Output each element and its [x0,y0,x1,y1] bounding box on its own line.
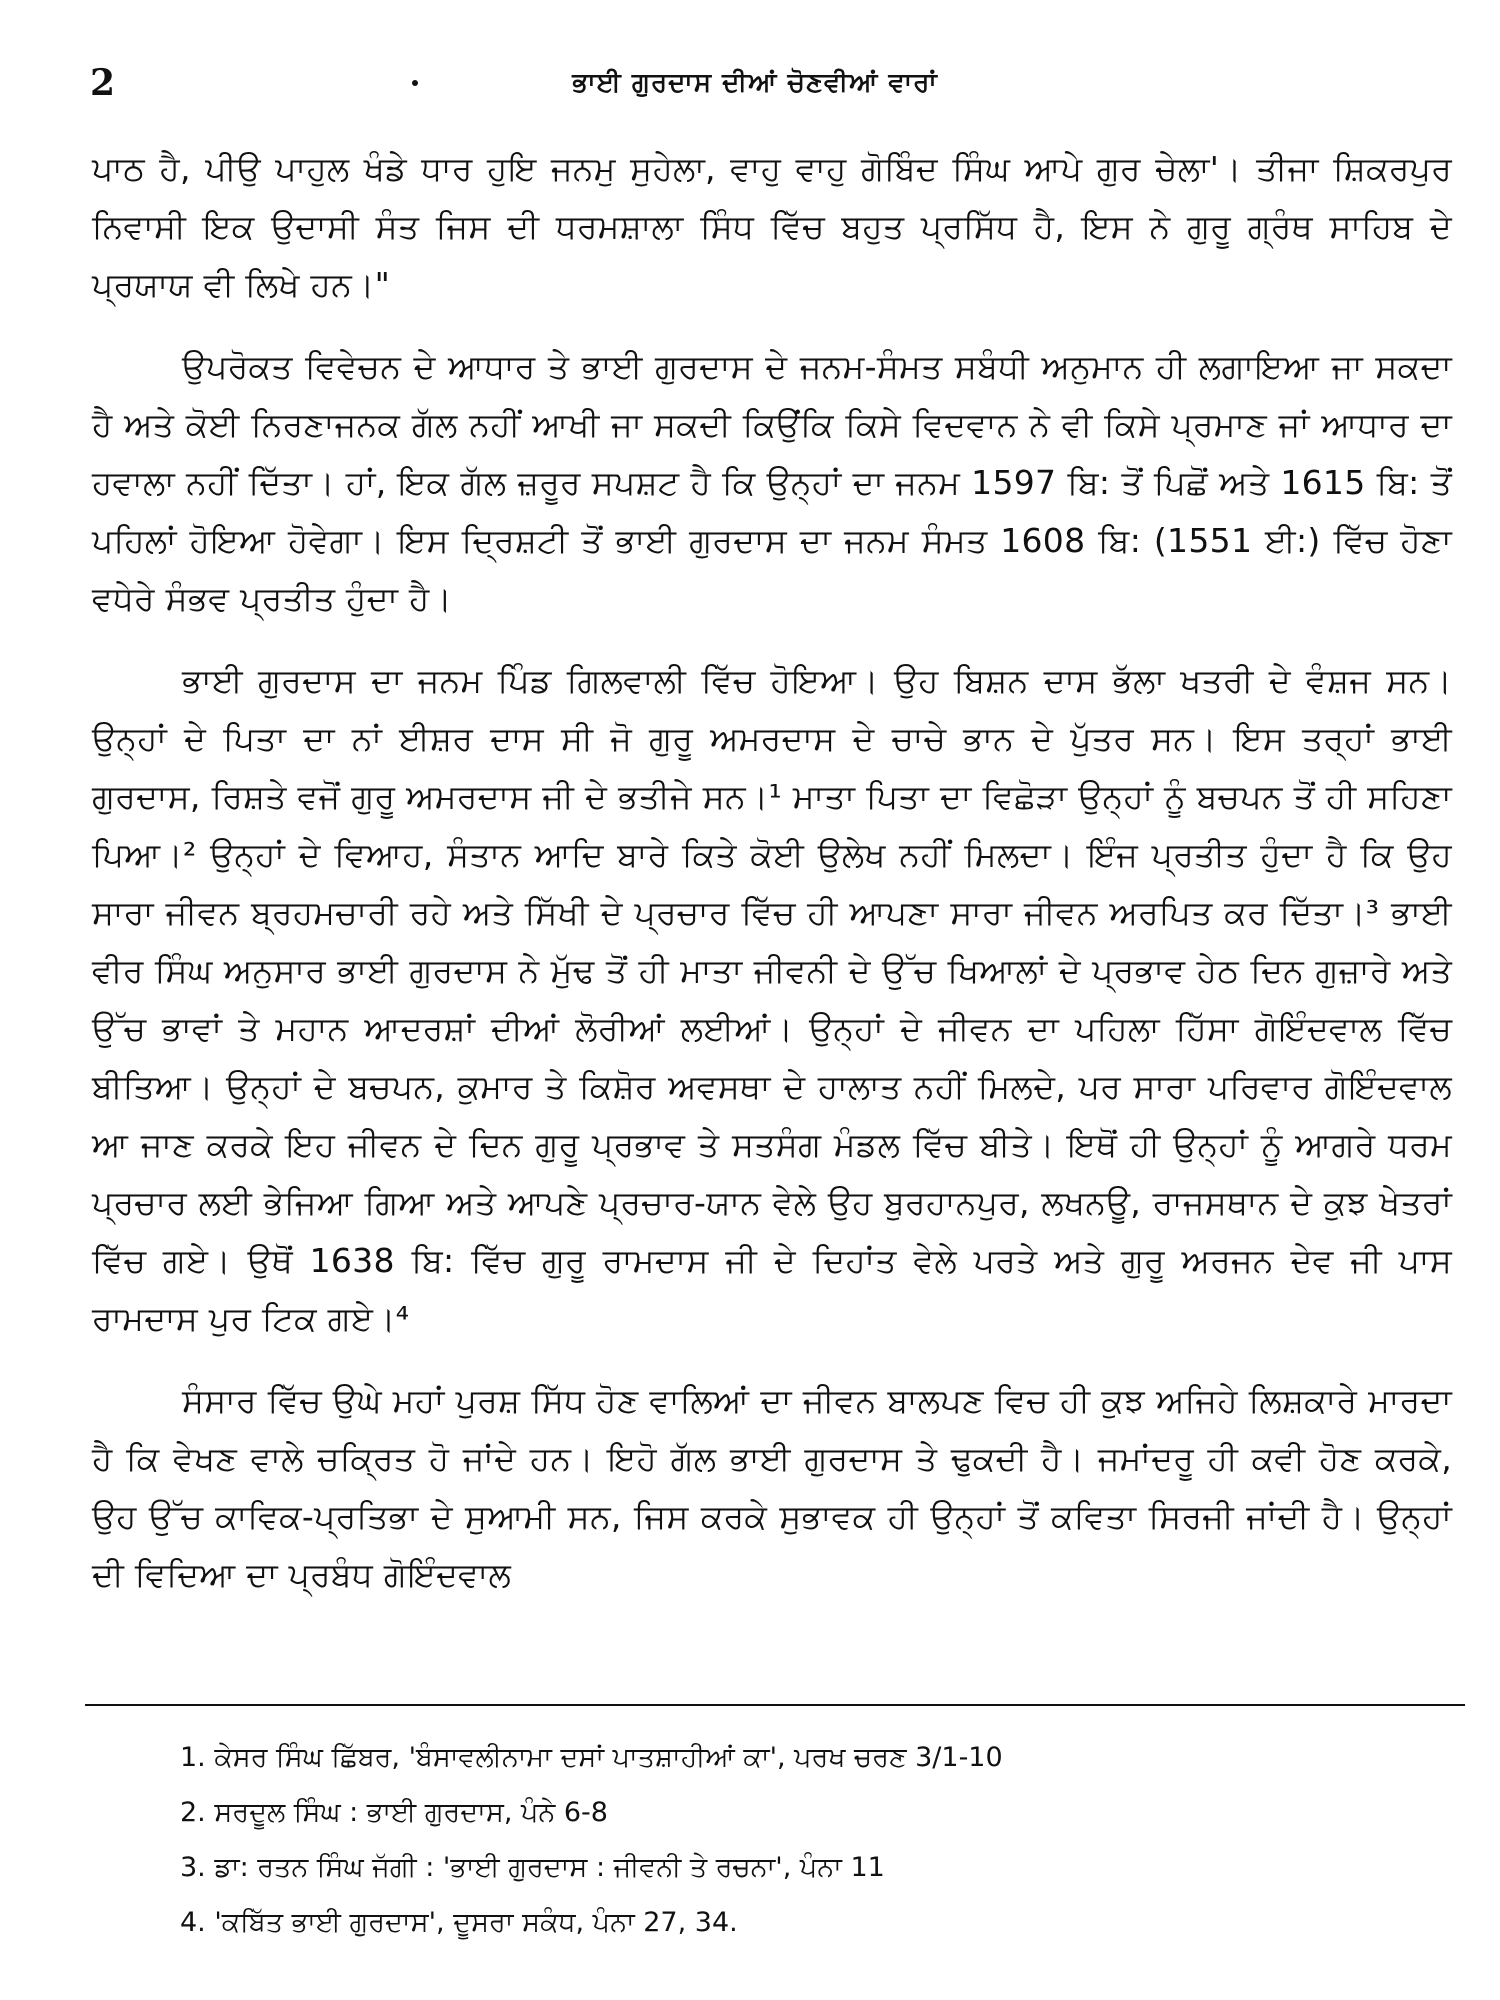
footnotes [180,1730,1440,1950]
body-text [92,140,1452,1604]
paragraph: ਉਪਰੋਕਤ ਵਿਵੇਚਨ ਦੇ ਆਧਾਰ ਤੇ ਭਾਈ ਗੁਰਦਾਸ ਦੇ ਜਨਮ-ਸੰਮਤ ਸਬੰਧੀ ਅਨੁਮਾਨ ਹੀ ਲਗਾਇਆ ਜਾ ਸਕਦਾ ਹੈ ਅਤੇ ਕੋਈ ਨਿਰਣਾਜਨਕ ਗੱਲ ਨਹੀਂ ਆਖੀ ਜਾ ਸਕਦੀ ਕਿਉਂਕਿ ਕਿਸੇ ਵਿਦਵਾਨ ਨੇ ਵੀ ਕਿਸੇ ਪ੍ਰਮਾਣ ਜਾਂ ਆਧਾਰ ਦਾ ਹਵਾਲਾ ਨਹੀਂ ਦਿੱਤਾ। ਹਾਂ, ਇਕ ਗੱਲ ਜ਼ਰੂਰ ਸਪਸ਼ਟ ਹੈ ਕਿ ਉਨ੍ਹਾਂ ਦਾ ਜਨਮ 1597 ਬਿ: ਤੋਂ ਪਿਛੋਂ ਅਤੇ 1615 ਬਿ: ਤੋਂ ਪਹਿਲਾਂ ਹੋਇਆ ਹੋਵੇਗਾ। ਇਸ ਦ੍ਰਿਸ਼ਟੀ ਤੋਂ ਭਾਈ ਗੁਰਦਾਸ ਦਾ ਜਨਮ ਸੰਮਤ 1608 ਬਿ: (1551 ਈ:) ਵਿੱਚ ਹੋਣਾ ਵਧੇਰੇ ਸੰਭਵ ਪ੍ਰਤੀਤ ਹੁੰਦਾ ਹੈ। [92,347,1452,618]
footnote: 2. ਸਰਦੂਲ ਸਿੰਘ : ਭਾਈ ਗੁਰਦਾਸ, ਪੰਨੇ 6-8 [180,1797,608,1828]
paragraph: ਭਾਈ ਗੁਰਦਾਸ ਦਾ ਜਨਮ ਪਿੰਡ ਗਿਲਵਾਲੀ ਵਿੱਚ ਹੋਇਆ। ਉਹ ਬਿਸ਼ਨ ਦਾਸ ਭੱਲਾ ਖਤਰੀ ਦੇ ਵੰਸ਼ਜ ਸਨ। ਉਨ੍ਹਾਂ ਦੇ ਪਿਤਾ ਦਾ ਨਾਂ ਈਸ਼ਰ ਦਾਸ ਸੀ ਜੋ ਗੁਰੂ ਅਮਰਦਾਸ ਦੇ ਚਾਚੇ ਭਾਨ ਦੇ ਪੁੱਤਰ ਸਨ। ਇਸ ਤਰ੍ਹਾਂ ਭਾਈ ਗੁਰਦਾਸ, ਰਿਸ਼ਤੇ ਵਜੋਂ ਗੁਰੂ ਅਮਰਦਾਸ ਜੀ ਦੇ ਭਤੀਜੇ ਸਨ।¹ ਮਾਤਾ ਪਿਤਾ ਦਾ ਵਿਛੋੜਾ ਉਨ੍ਹਾਂ ਨੂੰ ਬਚਪਨ ਤੋਂ ਹੀ ਸਹਿਣਾ ਪਿਆ।² ਉਨ੍ਹਾਂ ਦੇ ਵਿਆਹ, ਸੰਤਾਨ ਆਦਿ ਬਾਰੇ ਕਿਤੇ ਕੋਈ ਉਲੇਖ ਨਹੀਂ ਮਿਲਦਾ। ਇੰਜ ਪ੍ਰਤੀਤ ਹੁੰਦਾ ਹੈ ਕਿ ਉਹ ਸਾਰਾ ਜੀਵਨ ਬ੍ਰਹਮਚਾਰੀ ਰਹੇ ਅਤੇ ਸਿੱਖੀ ਦੇ ਪ੍ਰਚਾਰ ਵਿੱਚ ਹੀ ਆਪਣਾ ਸਾਰਾ ਜੀਵਨ ਅਰਪਿਤ ਕਰ ਦਿੱਤਾ।³ ਭਾਈ ਵੀਰ ਸਿੰਘ ਅਨੁਸਾਰ ਭਾਈ ਗੁਰਦਾਸ ਨੇ ਮੁੱਢ ਤੋਂ ਹੀ ਮਾਤਾ ਜੀਵਨੀ ਦੇ ਉੱਚ ਖਿਆਲਾਂ ਦੇ ਪ੍ਰਭਾਵ ਹੇਠ ਦਿਨ ਗੁਜ਼ਾਰੇ ਅਤੇ ਉੱਚ ਭਾਵਾਂ ਤੇ ਮਹਾਨ ਆਦਰਸ਼ਾਂ ਦੀਆਂ ਲੋਰੀਆਂ ਲਈਆਂ। ਉਨ੍ਹਾਂ ਦੇ ਜੀਵਨ ਦਾ ਪਹਿਲਾ ਹਿੱਸਾ ਗੋਇੰਦਵਾਲ ਵਿੱਚ ਬੀਤਿਆ। ਉਨ੍ਹਾਂ ਦੇ ਬਚਪਨ, ਕੁਮਾਰ ਤੇ ਕਿਸ਼ੋਰ ਅਵਸਥਾ ਦੇ ਹਾਲਾਤ ਨਹੀਂ ਮਿਲਦੇ, ਪਰ ਸਾਰਾ ਪਰਿਵਾਰ ਗੋਇੰਦਵਾਲ ਆ ਜਾਣ ਕਰਕੇ ਇਹ ਜੀਵਨ ਦੇ ਦਿਨ ਗੁਰੂ ਪ੍ਰਭਾਵ ਤੇ ਸਤਸੰਗ ਮੰਡਲ ਵਿੱਚ ਬੀਤੇ। ਇਥੋਂ ਹੀ ਉਨ੍ਹਾਂ ਨੂੰ ਆਗਰੇ ਧਰਮ ਪ੍ਰਚਾਰ ਲਈ ਭੇਜਿਆ ਗਿਆ ਅਤੇ ਆਪਣੇ ਪ੍ਰਚਾਰ-ਯਾਨ ਵੇਲੇ ਉਹ ਬੁਰਹਾਨਪੁਰ, ਲਖਨਊ, ਰਾਜਸਥਾਨ ਦੇ ਕੁਝ ਖੇਤਰਾਂ ਵਿੱਚ ਗਏ। ਉਥੋਂ 1638 ਬਿ: ਵਿੱਚ ਗੁਰੂ ਰਾਮਦਾਸ ਜੀ ਦੇ ਦਿਹਾਂਤ ਵੇਲੇ ਪਰਤੇ ਅਤੇ ਗੁਰੂ ਅਰਜਨ ਦੇਵ ਜੀ ਪਾਸ ਰਾਮਦਾਸ ਪੁਰ ਟਿਕ ਗਏ।⁴ [92,661,1452,1338]
footnote-divider [85,1704,1465,1706]
paragraph: ਸੰਸਾਰ ਵਿੱਚ ਉਘੇ ਮਹਾਂ ਪੁਰਸ਼ ਸਿੱਧ ਹੋਣ ਵਾਲਿਆਂ ਦਾ ਜੀਵਨ ਬਾਲਪਣ ਵਿਚ ਹੀ ਕੁਝ ਅਜਿਹੇ ਲਿਸ਼ਕਾਰੇ ਮਾਰਦਾ ਹੈ ਕਿ ਵੇਖਣ ਵਾਲੇ ਚਕ੍ਰਿਤ ਹੋ ਜਾਂਦੇ ਹਨ। ਇਹੋ ਗੱਲ ਭਾਈ ਗੁਰਦਾਸ ਤੇ ਢੁਕਦੀ ਹੈ। ਜਮਾਂਦਰੂ ਹੀ ਕਵੀ ਹੋਣ ਕਰਕੇ, ਉਹ ਉੱਚ ਕਾਵਿਕ-ਪ੍ਰਤਿਭਾ ਦੇ ਸੁਆਮੀ ਸਨ, ਜਿਸ ਕਰਕੇ ਸੁਭਾਵਕ ਹੀ ਉਨ੍ਹਾਂ ਤੋਂ ਕਵਿਤਾ ਸਿਰਜੀ ਜਾਂਦੀ ਹੈ। ਉਨ੍ਹਾਂ ਦੀ ਵਿਦਿਆ ਦਾ ਪ੍ਰਬੰਧ ਗੋਇੰਦਵਾਲ [92,1381,1452,1594]
footnote: 1. ਕੇਸਰ ਸਿੰਘ ਛਿੱਬਰ, 'ਬੰਸਾਵਲੀਨਾਮਾ ਦਸਾਂ ਪਾਤਸ਼ਾਹੀਆਂ ਕਾ', ਪਰਖ ਚਰਣ 3/1-10 [180,1742,1003,1773]
page-header [90,62,1420,112]
footnote: 4. 'ਕਬਿੱਤ ਭਾਈ ਗੁਰਦਾਸ', ਦੂਸਰਾ ਸਕੰਧ, ਪੰਨਾ 27, 34. [180,1907,738,1938]
paragraph-continued: ਪਾਠ ਹੈ, ਪੀਉ ਪਾਹੁਲ ਖੰਡੇ ਧਾਰ ਹੁਇ ਜਨਮੁ ਸੁਹੇਲਾ, ਵਾਹੁ ਵਾਹੁ ਗੋਬਿੰਦ ਸਿੰਘ ਆਪੇ ਗੁਰ ਚੇਲਾ'। ਤੀਜਾ ਸ਼ਿਕਰਪੁਰ ਨਿਵਾਸੀ ਇਕ ਉਦਾਸੀ ਸੰਤ ਜਿਸ ਦੀ ਧਰਮਸ਼ਾਲਾ ਸਿੰਧ ਵਿੱਚ ਬਹੁਤ ਪ੍ਰਸਿੱਧ ਹੈ, ਇਸ ਨੇ ਗੁਰੂ ਗ੍ਰੰਥ ਸਾਹਿਬ ਦੇ ਪ੍ਰਯਾਯ ਵੀ ਲਿਖੇ ਹਨ।" [92,149,1452,304]
footnote: 3. ਡਾ: ਰਤਨ ਸਿੰਘ ਜੱਗੀ : 'ਭਾਈ ਗੁਰਦਾਸ : ਜੀਵਨੀ ਤੇ ਰਚਨਾ', ਪੰਨਾ 11 [180,1852,885,1883]
running-title: ਭਾਈ ਗੁਰਦਾਸ ਦੀਆਂ ਚੋਣਵੀਆਂ ਵਾਰਾਂ [572,68,938,98]
page-number: 2 [90,62,116,104]
